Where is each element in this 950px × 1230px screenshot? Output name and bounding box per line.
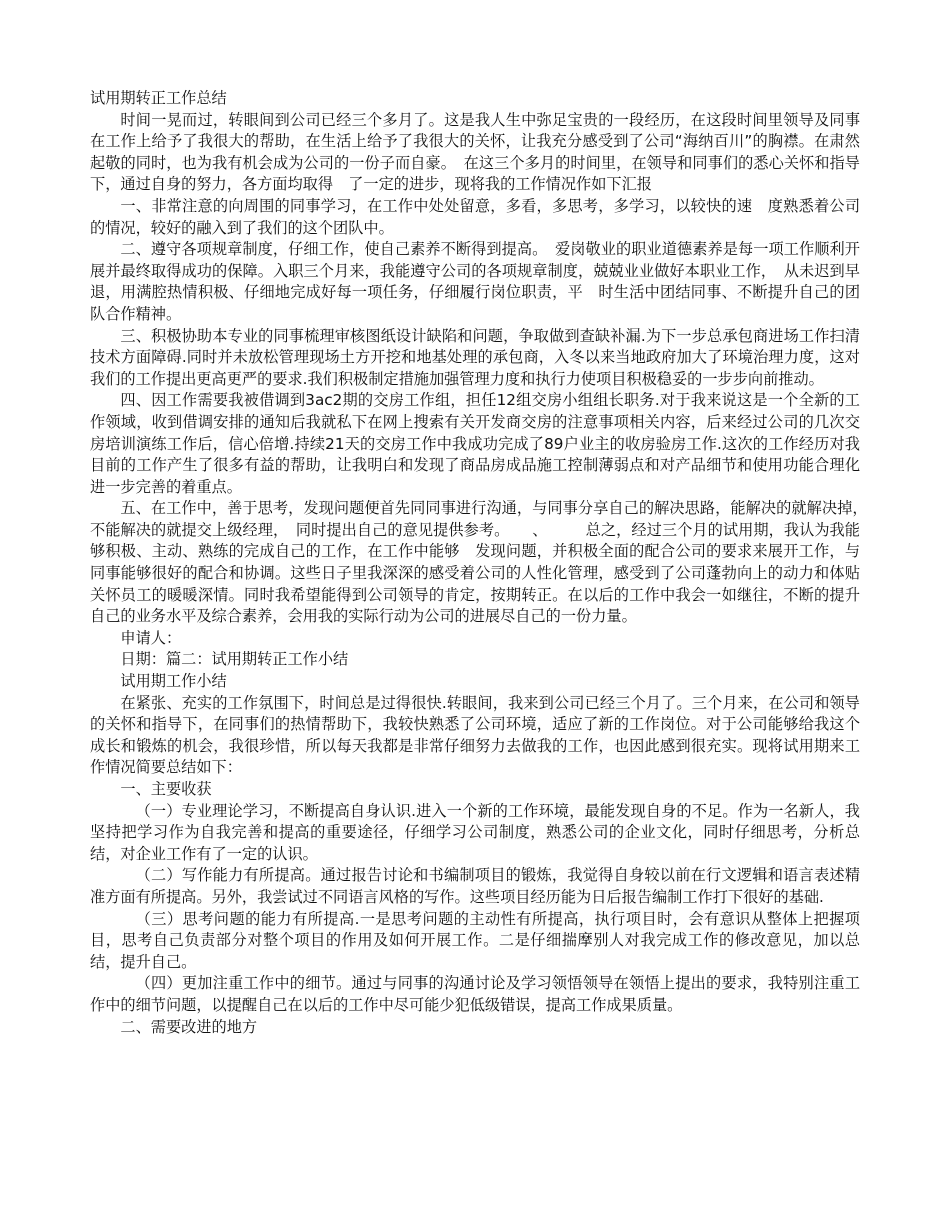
applicant-line: 申请人：	[120, 628, 182, 647]
paragraph: （四）更加注重工作中的细节。通过与同事的沟通讨论及学习领悟领导在领悟上提出的要求，我特别注重工作中的细节问题，以提醒自己在以后的工作中尽可能少犯低级错误，提高工作成果质量。	[90, 974, 860, 1014]
paragraph: （二）写作能力有所提高。通过报告讨论和书编制项目的锻炼，我觉得自身较以前在行文逻辑和语言表述精准方面有所提高。另外，我尝试过不同语言风格的写作。这些项目经历能为日后报告编制工作打下很好的基础.	[90, 866, 860, 906]
section-heading: 一、主要收获	[120, 780, 212, 798]
paragraph: 时间一晃而过，转眼间到公司已经三个多月了。这是我人生中弥足宝贵的一段经历，在这段时间里领导及同事在工作上给予了我很大的帮助，在生活上给予了我很大的关怀，让我充分感受到了公司“海纳百川”的胸襟。在肃然起敬的同时，也为我有机会成为公司的一份子而自豪。 在这三个多月的时间里，在领导和同事们的悉心关怀和指导下，通过自身的努力，各方面均取得 了一定的进步，现将我的工作情况作如下汇报	[90, 110, 860, 194]
paragraph: 五、在工作中，善于思考，发现问题便首先同同事进行沟通，与同事分享自己的解决思路，能解决的就解决掉， 不能解决的就提交上级经理， 同时提出自己的意见提供参考。 、 总之，经过三个月的试用期，我认为我能够积极、主动、熟练的完成自己的工作，在工作中能够 发现问题，并积极全面的配合公司的要求来展开工作，与同事能够很好的配合和协调。这些日子里我深深的感受着公司的人性化管理，感受到了公司蓬勃向上的动力和体贴关怀员工的暖暖深情。同时我希望能得到公司领导的肯定，按期转正。在以后的工作中我会一如继往，不断的提升自己的业务水平及综合素养，会用我的实际行动为公司的进展尽自己的一份力量。	[90, 499, 876, 626]
paragraph: 四、因工作需要我被借调到3ac2期的交房工作组，担任12组交房小组组长职务.对于我来说这是一个全新的工作领域，收到借调安排的通知后我就私下在网上搜索有关开发商交房的注意事项相关内容，后来经过公司的几次交房培训演练工作后，信心倍增.持续21天的交房工作中我成功完成了89户业主的收房验房工作.这次的工作经历对我目前的工作产生了很多有益的帮助，让我明白和发现了商品房成品施工控制薄弱点和对产品细节和使用功能合理化进一步完善的着重点。	[90, 391, 860, 496]
paragraph: 三、积极协助本专业的同事梳理审核图纸设计缺陷和问题，争取做到查缺补漏.为下一步总承包商进场工作扫清技术方面障碍.同时并未放松管理现场土方开挖和地基处理的承包商，入冬以来当地政府加大了环境治理力度，这对我们的工作提出更高更严的要求.我们积极制定措施加强管理力度和执行力使项目积极稳妥的一步步向前推动。	[90, 326, 860, 388]
paragraph: 在紧张、充实的工作氛围下，时间总是过得很快.转眼间，我来到公司已经三个月了。三个月来，在公司和领导的关怀和指导下，在同事们的热情帮助下，我较快熟悉了公司环境，适应了新的工作岗位。对于公司能够给我这个成长和锻炼的机会，我很珍惜，所以每天我都是非常仔细努力去做我的工作，也因此感到很充实。现将试用期来工作情况简要总结如下：	[90, 693, 860, 777]
paragraph: 一、非常注意的向周围的同事学习，在工作中处处留意，多看，多思考，多学习，以较快的速 度熟悉着公司的情况，较好的融入到了我们的这个团队中。	[90, 196, 860, 237]
paragraph: （一）专业理论学习，不断提高自身认识.进入一个新的工作环境，最能发现自身的不足。作为一名新人，我坚持把学习作为自我完善和提高的重要途径，仔细学习公司制度，熟悉公司的企业文化，同时仔细思考，分析总结，对企业工作有了一定的认识。	[90, 801, 860, 863]
paragraph: （三）思考问题的能力有所提高.一是思考问题的主动性有所提高，执行项目时，会有意识从整体上把握项目，思考自己负责部分对整个项目的作用及如何开展工作。二是仔细揣摩别人对我完成工作的修改意见，加以总结，提升自己。	[90, 909, 860, 971]
paragraph: 二、遵守各项规章制度，仔细工作，使自己素养不断得到提高。 爱岗敬业的职业道德素养是每一项工作顺利开展并最终取得成功的保障。入职三个月来，我能遵守公司的各项规章制度，兢兢业业做好本职业工作， 从未迟到早退，用满腔热情积极、仔细地完成好每一项任务，仔细履行岗位职责，平 时生活中团结同事、不断提升自己的团队合作精神。	[90, 240, 860, 323]
section-title: 试用期工作小结	[120, 672, 227, 691]
section-heading: 二、需要改进的地方	[120, 1017, 258, 1036]
document-title: 试用期转正工作总结	[90, 89, 227, 107]
date-line: 日期：篇二：试用期转正工作小结	[120, 650, 349, 669]
